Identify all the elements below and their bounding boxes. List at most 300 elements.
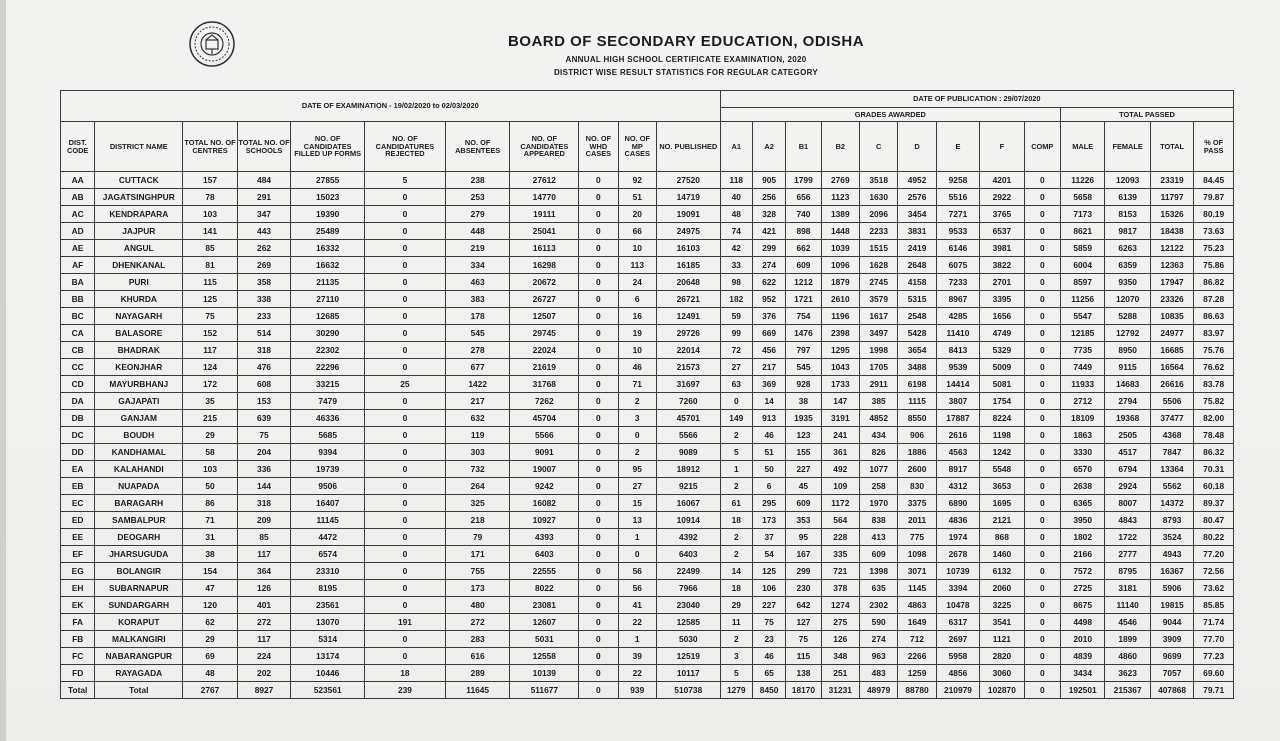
table-cell: 24 [618,274,656,291]
table-row [61,189,1234,206]
table-cell: 61 [720,495,752,512]
table-cell: 385 [859,393,897,410]
table-cell: 0 [618,546,656,563]
table-cell: 299 [752,240,785,257]
result-table [60,90,1234,699]
table-cell: 63 [720,376,752,393]
table-cell: 125 [183,291,238,308]
table-cell: 264 [445,478,510,495]
table-cell: 514 [237,325,291,342]
table-cell: 383 [445,291,510,308]
table-cell: 15 [618,495,656,512]
table-cell: 407868 [1150,682,1193,699]
table-cell: 4836 [936,512,979,529]
table-row [61,580,1234,597]
table-cell: 3071 [898,563,936,580]
table-cell: 4546 [1105,614,1150,631]
table-cell: 6403 [656,546,720,563]
table-cell: 492 [821,461,859,478]
table-cell: 364 [237,563,291,580]
table-cell: 9539 [936,359,979,376]
table-cell: 20648 [656,274,720,291]
table-cell: 228 [821,529,859,546]
table-cell: 0 [365,461,446,478]
table-cell: 23319 [1150,172,1193,189]
table-cell: DHENKANAL [95,257,183,274]
table-cell: NAYAGARH [95,308,183,325]
table-cell: 85 [183,240,238,257]
table-cell: 0 [365,427,446,444]
table-cell: 0 [1024,189,1060,206]
table-cell: 79.71 [1194,682,1234,699]
table-cell: 476 [237,359,291,376]
table-row [61,427,1234,444]
table-cell: 2 [618,393,656,410]
table-cell: 0 [1024,631,1060,648]
table-cell: 7572 [1060,563,1104,580]
table-cell: 635 [859,580,897,597]
table-cell: 80.47 [1194,512,1234,529]
table-cell: 37 [752,529,785,546]
table-cell: 4943 [1150,546,1193,563]
table-cell: 79 [445,529,510,546]
table-cell: 2233 [859,223,897,240]
table-cell: AF [61,257,95,274]
column-header: NO. PUBLISHED [656,122,720,172]
table-cell: 0 [1024,682,1060,699]
table-cell: 95 [786,529,821,546]
table-cell: 0 [365,631,446,648]
table-cell: 1098 [898,546,936,563]
table-cell: 1 [720,461,752,478]
table-cell: 227 [786,461,821,478]
table-cell: 154 [183,563,238,580]
table-cell: 6537 [980,223,1024,240]
table-cell: 1733 [821,376,859,393]
table-cell: 75 [183,308,238,325]
table-cell: 0 [1024,546,1060,563]
total-row [61,682,1234,699]
table-cell: 1 [618,631,656,648]
table-cell: 26616 [1150,376,1193,393]
table-cell: 10139 [510,665,579,682]
table-cell: 609 [786,495,821,512]
table-cell: 1295 [821,342,859,359]
table-cell: 564 [821,512,859,529]
table-cell: 12491 [656,308,720,325]
table-cell: 3518 [859,172,897,189]
report-title: DISTRICT WISE RESULT STATISTICS FOR REGULAR CATEGORY [553,68,819,77]
column-header: C [859,122,897,172]
table-cell: 421 [752,223,785,240]
table-cell: 0 [618,427,656,444]
column-header: NO. OF CANDIDATURES REJECTED [365,122,446,172]
table-cell: 274 [859,631,897,648]
table-cell: 73.63 [1194,223,1234,240]
table-cell: 15326 [1150,206,1193,223]
table-cell: JAJPUR [95,223,183,240]
table-cell: 18 [365,665,446,682]
table-cell: 27520 [656,172,720,189]
table-cell: 18912 [656,461,720,478]
table-cell: 7260 [656,393,720,410]
table-cell: 171 [445,546,510,563]
table-cell: 2712 [1060,393,1104,410]
table-cell: 3950 [1060,512,1104,529]
table-cell: 0 [365,223,446,240]
table-cell: 13070 [291,614,365,631]
table-cell: 77.23 [1194,648,1234,665]
table-cell: 74 [720,223,752,240]
table-row [61,614,1234,631]
table-cell: 7966 [656,580,720,597]
table-cell: 6198 [898,376,936,393]
table-cell: 0 [1024,495,1060,512]
table-cell: 127 [786,614,821,631]
table-cell: 0 [579,393,618,410]
table-cell: BOUDH [95,427,183,444]
total-passed-header: TOTAL PASSED [1060,108,1233,122]
table-cell: 318 [237,495,291,512]
table-cell: 6403 [510,546,579,563]
table-row [61,597,1234,614]
table-cell: 0 [1024,478,1060,495]
table-cell: 27612 [510,172,579,189]
table-cell: 272 [237,614,291,631]
table-cell: 0 [579,563,618,580]
table-cell: 191 [365,614,446,631]
table-cell: 0 [579,512,618,529]
table-cell: 5 [720,444,752,461]
table-cell: 5314 [291,631,365,648]
table-cell: 22024 [510,342,579,359]
table-row [61,376,1234,393]
table-cell: 2576 [898,189,936,206]
table-cell: 75.23 [1194,240,1234,257]
table-cell: 138 [786,665,821,682]
table-cell: 928 [786,376,821,393]
table-cell: 775 [898,529,936,546]
table-cell: 8007 [1105,495,1150,512]
table-cell: 12685 [291,308,365,325]
table-cell: 2725 [1060,580,1104,597]
table-cell: 0 [579,665,618,682]
table-cell: 0 [579,529,618,546]
table-cell: 117 [237,546,291,563]
table-cell: GAJAPATI [95,393,183,410]
table-cell: 23310 [291,563,365,580]
table-cell: 5506 [1150,393,1193,410]
table-cell: 6263 [1105,240,1150,257]
table-cell: 2121 [980,512,1024,529]
table-cell: 1259 [898,665,936,682]
table-cell: 41 [618,597,656,614]
table-cell: 19007 [510,461,579,478]
table-cell: 0 [579,325,618,342]
table-cell: 21573 [656,359,720,376]
table-row [61,223,1234,240]
table-cell: 5516 [936,189,979,206]
table-cell: 79.87 [1194,189,1234,206]
table-cell: 62 [183,614,238,631]
table-cell: 256 [752,189,785,206]
table-cell: 1722 [1105,529,1150,546]
table-cell: 8195 [291,580,365,597]
table-cell: 523561 [291,682,365,699]
table-cell: 209 [237,512,291,529]
table-cell: 2011 [898,512,936,529]
table-cell: 9089 [656,444,720,461]
table-cell: JAGATSINGHPUR [95,189,183,206]
table-cell: 0 [1024,223,1060,240]
column-header: D [898,122,936,172]
table-cell: 8950 [1105,342,1150,359]
table-cell: 0 [579,274,618,291]
column-header: NO. OF CANDIDATES FILLED UP FORMS [291,122,365,172]
table-cell: 6574 [291,546,365,563]
table-cell: 0 [579,308,618,325]
table-cell: 12585 [656,614,720,631]
table-cell: 19111 [510,206,579,223]
table-cell: 0 [1024,597,1060,614]
table-cell: 484 [237,172,291,189]
table-cell: 361 [821,444,859,461]
table-cell: 3807 [936,393,979,410]
table-cell: 0 [365,189,446,206]
table-cell: 318 [237,342,291,359]
table-cell: 0 [365,597,446,614]
table-cell: 5009 [980,359,1024,376]
table-row [61,478,1234,495]
table-cell: 274 [752,257,785,274]
table-cell: 8153 [1105,206,1150,223]
table-cell: FD [61,665,95,682]
table-cell: 0 [365,546,446,563]
table-cell: ED [61,512,95,529]
table-cell: 6570 [1060,461,1104,478]
table-cell: 3 [720,648,752,665]
table-cell: 18 [720,512,752,529]
table-cell: 11 [720,614,752,631]
table-cell: 272 [445,614,510,631]
table-cell: 16407 [291,495,365,512]
table-cell: 5428 [898,325,936,342]
table-cell: 2548 [898,308,936,325]
table-cell: 8675 [1060,597,1104,614]
table-cell: 303 [445,444,510,461]
table-row [61,512,1234,529]
table-cell: 20 [618,206,656,223]
table-cell: 58 [183,444,238,461]
table-cell: 149 [720,410,752,427]
table-cell: 0 [720,393,752,410]
table-cell: 4517 [1105,444,1150,461]
table-cell: 838 [859,512,897,529]
table-cell: 12122 [1150,240,1193,257]
table-cell: 3981 [980,240,1024,257]
table-cell: 5562 [1150,478,1193,495]
table-cell: 1695 [980,495,1024,512]
table-cell: 8793 [1150,512,1193,529]
table-cell: 33 [720,257,752,274]
table-cell: 8022 [510,580,579,597]
table-row [61,291,1234,308]
table-cell: 18 [720,580,752,597]
table-row [61,274,1234,291]
table-cell: 9242 [510,478,579,495]
table-cell: 204 [237,444,291,461]
table-cell: 3822 [980,257,1024,274]
table-cell: 20672 [510,274,579,291]
table-cell: 81 [183,257,238,274]
table-cell: 7735 [1060,342,1104,359]
column-header: TOTAL [1150,122,1193,172]
table-cell: 3181 [1105,580,1150,597]
table-cell: 251 [821,665,859,682]
table-cell: FA [61,614,95,631]
table-row [61,325,1234,342]
table-cell: 3831 [898,223,936,240]
table-cell: 0 [365,580,446,597]
table-cell: 18109 [1060,410,1104,427]
table-cell: 0 [1024,665,1060,682]
table-cell: 22302 [291,342,365,359]
table-cell: 0 [1024,240,1060,257]
table-cell: 2398 [821,325,859,342]
table-cell: 13364 [1150,461,1193,478]
table-cell: EH [61,580,95,597]
table-cell: 46 [618,359,656,376]
table-cell: 2 [720,631,752,648]
table-cell: 291 [237,189,291,206]
table-cell: 119 [445,427,510,444]
board-title: BOARD OF SECONDARY EDUCATION, ODISHA [507,33,865,50]
table-cell: KALAHANDI [95,461,183,478]
table-cell: 10117 [656,665,720,682]
table-cell: 0 [579,461,618,478]
table-cell: 448 [445,223,510,240]
table-cell: 14683 [1105,376,1150,393]
table-cell: BC [61,308,95,325]
table-cell: 217 [445,393,510,410]
table-cell: 1279 [720,682,752,699]
table-cell: 102870 [980,682,1024,699]
table-cell: 230 [786,580,821,597]
table-cell: KANDHAMAL [95,444,183,461]
table-cell: 0 [1024,648,1060,665]
table-cell: 18438 [1150,223,1193,240]
table-cell: 10739 [936,563,979,580]
table-cell: 23040 [656,597,720,614]
table-cell: 963 [859,648,897,665]
table-cell: 19739 [291,461,365,478]
table-cell: 1649 [898,614,936,631]
table-row [61,631,1234,648]
table-cell: 11140 [1105,597,1150,614]
table-cell: AE [61,240,95,257]
table-cell: 5685 [291,427,365,444]
table-cell: 12185 [1060,325,1104,342]
table-cell: 80.22 [1194,529,1234,546]
table-cell: 78.48 [1194,427,1234,444]
table-cell: 1476 [786,325,821,342]
table-cell: 75.82 [1194,393,1234,410]
table-cell: 115 [183,274,238,291]
table-cell: 5658 [1060,189,1104,206]
table-row [61,359,1234,376]
table-cell: 87.28 [1194,291,1234,308]
table-cell: 6890 [936,495,979,512]
table-row [61,172,1234,189]
table-cell: 3579 [859,291,897,308]
table-cell: 1460 [980,546,1024,563]
table-cell: 173 [752,512,785,529]
table-cell: 1123 [821,189,859,206]
table-cell: 5288 [1105,308,1150,325]
table-cell: 21619 [510,359,579,376]
table-cell: 0 [579,410,618,427]
table-cell: 0 [1024,342,1060,359]
table-cell: 118 [720,172,752,189]
table-cell: 262 [237,240,291,257]
table-cell: 152 [183,325,238,342]
column-header: COMP [1024,122,1060,172]
table-cell: SAMBALPUR [95,512,183,529]
table-cell: 5329 [980,342,1024,359]
table-cell: 9091 [510,444,579,461]
table-cell: 2745 [859,274,897,291]
table-cell: 5547 [1060,308,1104,325]
table-cell: 10927 [510,512,579,529]
table-cell: 69 [183,648,238,665]
table-cell: 9215 [656,478,720,495]
table-cell: 328 [752,206,785,223]
table-cell: 10914 [656,512,720,529]
table-cell: 4843 [1105,512,1150,529]
table-cell: 1721 [786,291,821,308]
table-cell: 1121 [980,631,1024,648]
table-cell: 0 [365,563,446,580]
column-header: NO. OF WHD CASES [579,122,618,172]
table-cell: 3395 [980,291,1024,308]
exam-title: ANNUAL HIGH SCHOOL CERTIFICATE EXAMINATION, 2020 [565,55,807,64]
table-cell: 1886 [898,444,936,461]
table-cell: 2 [720,478,752,495]
column-header: NO. OF MP CASES [618,122,656,172]
table-cell: 6 [752,478,785,495]
table-cell: 7233 [936,274,979,291]
table-cell: 69.60 [1194,665,1234,682]
table-cell: 4839 [1060,648,1104,665]
table-cell: 126 [821,631,859,648]
table-row [61,410,1234,427]
table-cell: 89.37 [1194,495,1234,512]
table-cell: 4285 [936,308,979,325]
table-cell: SUBARNAPUR [95,580,183,597]
table-cell: 609 [786,257,821,274]
table-cell: 48 [720,206,752,223]
table-cell: 4563 [936,444,979,461]
table-cell: 275 [821,614,859,631]
table-cell: 1630 [859,189,897,206]
table-cell: 3 [618,410,656,427]
table-cell: 10835 [1150,308,1193,325]
table-cell: 202 [237,665,291,682]
table-cell: 46 [752,648,785,665]
table-cell: 113 [618,257,656,274]
table-cell: 2911 [859,376,897,393]
table-cell: 47 [183,580,238,597]
